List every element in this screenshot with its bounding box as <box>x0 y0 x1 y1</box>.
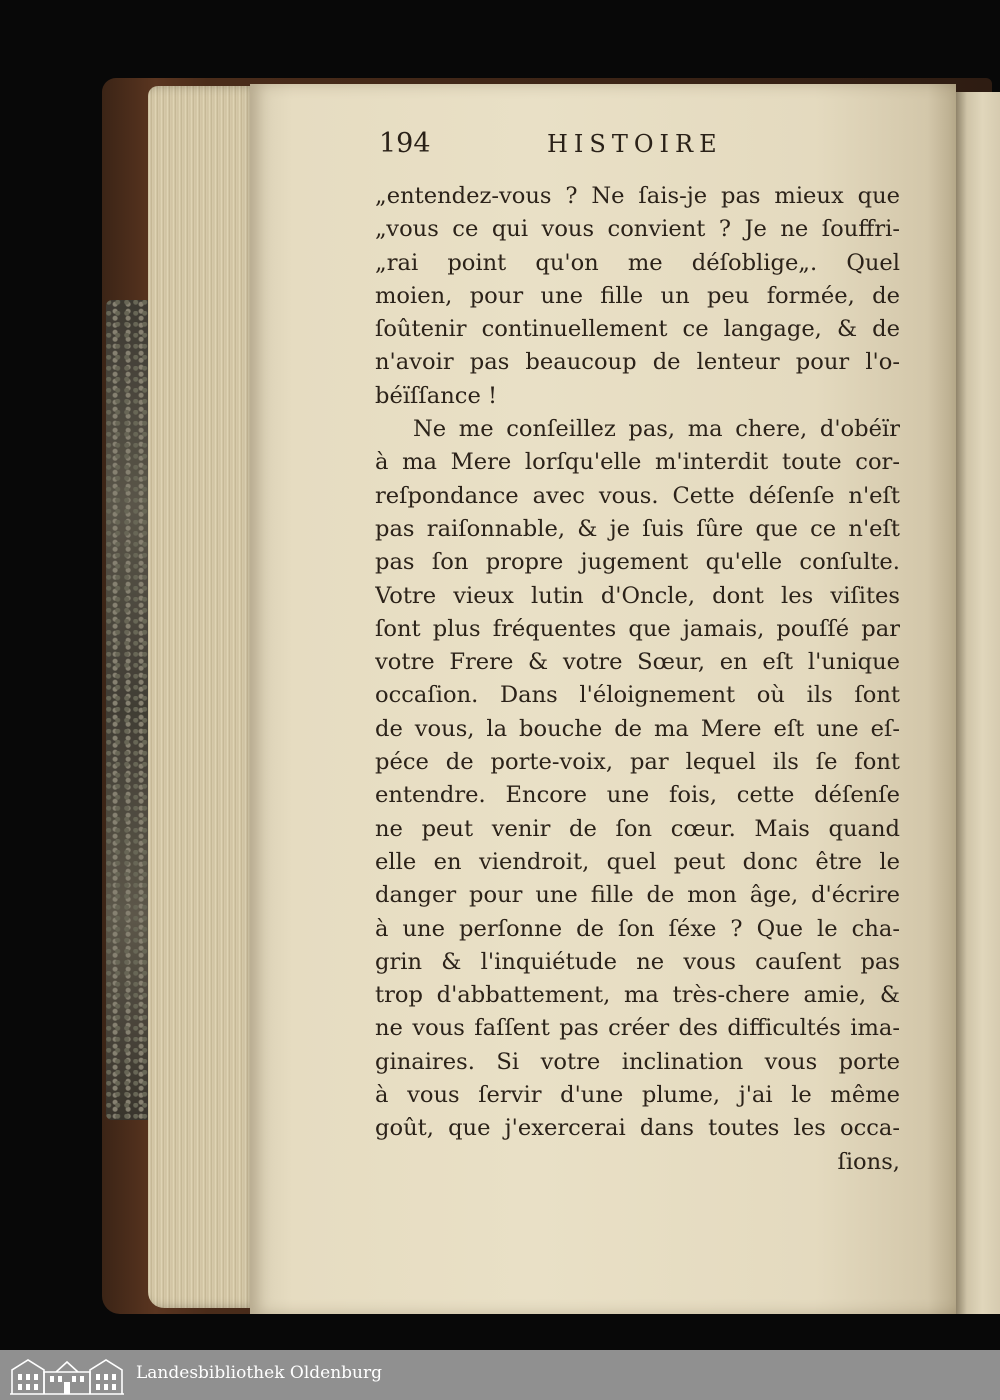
text-line: pas ſon propre jugement qu'elle conſulte. <box>375 549 900 576</box>
text-line: elle en viendroit, quel peut donc être le <box>375 848 900 875</box>
text-line: „entendez-vous ? Ne ſais-je pas mieux que <box>375 183 900 209</box>
page-number: 194 <box>379 128 431 159</box>
text-line: à ma Mere lorſqu'elle m'interdit toute cor- <box>375 449 900 476</box>
text-line: trop d'abbattement, ma très-chere amie, & <box>375 982 900 1009</box>
text-line: reſpondance avec vous. Cette déſenſe n'eſt <box>375 482 900 509</box>
text-line: péce de porte-voix, par lequel ils ſe font <box>375 749 900 776</box>
text-line: votre Frere & votre Sœur, en eſt l'unique <box>375 649 900 676</box>
running-head: HISTOIRE <box>547 130 723 158</box>
page-header <box>379 128 899 168</box>
footer-banner <box>0 1350 1000 1400</box>
text-line: de vous, la bouche de ma Mere eſt une eſ- <box>375 715 900 742</box>
text-line: ne vous faſſent pas créer des difficultés ima- <box>375 1015 900 1042</box>
page-edges <box>148 86 258 1308</box>
text-line: ginaires. Si votre inclination vous porte <box>375 1048 900 1075</box>
text-line: occaſion. Dans l'éloignement où ils ſont <box>375 682 900 709</box>
text-line: n'avoir pas beaucoup de lenteur pour l'o- <box>375 349 900 376</box>
text-line: grin & l'inquiétude ne vous cauſent pas <box>375 948 900 975</box>
text-line: ne peut venir de ſon cœur. Mais quand <box>375 815 900 842</box>
library-building-icon <box>8 1354 126 1396</box>
marbled-cover-edge <box>106 300 154 1120</box>
text-line: à vous ſervir d'une plume, j'ai le même <box>375 1082 900 1109</box>
text-line: entendre. Encore une fois, cette déſenſe <box>375 782 900 809</box>
text-line: béïſſance ! <box>375 382 498 409</box>
text-line: danger pour une fille de mon âge, d'écrire <box>375 882 900 909</box>
text-line: „vous ce qui vous convient ? Je ne ſouffri- <box>375 216 900 243</box>
text-line: moien, pour une fille un peu formée, de <box>375 282 900 309</box>
library-name: Landesbibliothek Oldenburg <box>136 1363 383 1383</box>
body-text <box>375 180 900 1179</box>
text-line: pas raiſonnable, & je ſuis ſûre que ce n'eſt <box>375 515 900 542</box>
text-line: ſoûtenir continuellement ce langage, & de <box>375 316 900 343</box>
text-line: Ne me conſeillez pas, ma chere, d'obéïr <box>413 416 900 443</box>
text-line: ſont plus fréquentes que jamais, pouſſé par <box>375 615 900 642</box>
text-line: goût, que j'exercerai dans toutes les occa- <box>375 1115 900 1142</box>
text-line: ſions, <box>837 1148 900 1175</box>
text-line: à une perſonne de ſon ſéxe ? Que le cha- <box>375 915 900 942</box>
facing-page-edge <box>956 92 1000 1314</box>
text-line: Votre vieux lutin d'Oncle, dont les viſites <box>375 582 900 609</box>
text-line: „rai point qu'on me déſoblige„. Quel <box>375 249 900 276</box>
